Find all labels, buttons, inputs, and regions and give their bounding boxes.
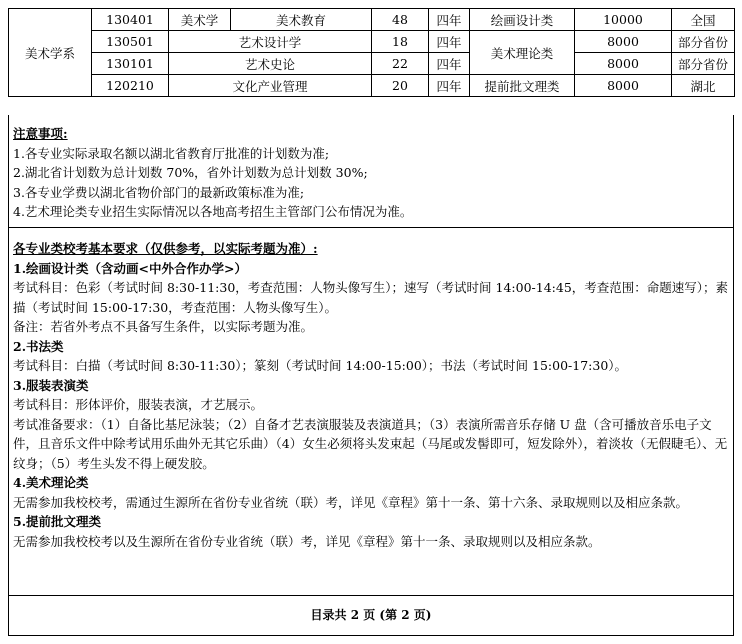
code-cell: 130101 [92, 53, 169, 75]
years-cell: 四年 [429, 75, 470, 97]
note-item: 3.各专业学费以湖北省物价部门的最新政策标准为准; [13, 184, 305, 200]
major-cell: 美术教育 [231, 9, 372, 31]
count-cell: 22 [372, 53, 429, 75]
dept-cell: 美术学系 [9, 9, 92, 97]
section-title-fashion: 3.服装表演类 [13, 377, 89, 393]
painting-subjects: 考试科目：色彩（考试时间 8:30-11:30，考查范围：人物头像写生）；速写（考试时间 14:00-14:45，考查范围：命题速写）；素描（考试时间 15:00-17:30，考查范围：人物头像写生）。 [13, 280, 729, 315]
years-cell: 四年 [429, 9, 470, 31]
region-cell: 全国 [672, 9, 735, 31]
major-cell: 艺术史论 [169, 53, 372, 75]
category-cell: 美术学 [169, 9, 231, 31]
region-cell: 部分省份 [672, 53, 735, 75]
table-row [9, 31, 735, 53]
section-title-theory: 4.美术理论类 [13, 475, 89, 490]
type-cell: 绘画设计类 [470, 9, 575, 31]
section-title-early-batch: 5.提前批文理类 [13, 514, 102, 529]
region-cell: 湖北 [672, 75, 735, 97]
section-title-calligraphy: 2.书法类 [13, 338, 64, 354]
fee-cell: 10000 [575, 9, 672, 31]
region-cell: 部分省份 [672, 31, 735, 53]
note-item: 1.各专业实际录取名额以湖北省教育厅批准的计划数为准; [13, 145, 330, 161]
major-cell: 文化产业管理 [169, 75, 372, 97]
notes-title: 注意事项: [13, 126, 68, 141]
code-cell: 130401 [92, 9, 169, 31]
section-title-painting: 1.绘画设计类（含动画<中外合作办学>） [13, 260, 247, 276]
early-batch-description: 无需参加我校校考以及生源所在省份专业省统（联）考，详见《章程》第十一条、录取规则以及相应条款。 [13, 533, 601, 549]
program-table [8, 8, 735, 97]
fee-cell: 8000 [575, 53, 672, 75]
major-cell: 艺术设计学 [169, 31, 372, 53]
fee-cell: 8000 [575, 75, 672, 97]
years-cell: 四年 [429, 53, 470, 75]
code-cell: 130501 [92, 31, 169, 53]
page-footer: 目录共 2 页 (第 2 页) [8, 596, 734, 636]
calligraphy-subjects: 考试科目：白描（考试时间 8:30-11:30）；篆刻（考试时间 14:00-15:00）；书法（考试时间 15:00-17:30）。 [13, 358, 628, 373]
requirements-section [8, 228, 734, 596]
note-item: 2.湖北省计划数为总计划数 70%，省外计划数为总计划数 30%; [13, 165, 368, 180]
years-cell: 四年 [429, 31, 470, 53]
count-cell: 18 [372, 31, 429, 53]
type-cell: 美术理论类 [470, 31, 575, 75]
requirements-title: 各专业类校考基本要求（仅供参考，以实际考题为准）: [13, 241, 318, 256]
fashion-preparation: 考试准备要求：（1）自备比基尼泳装；（2）自备才艺表演服装及表演道具；（3）表演所需音乐存储 U 盘（含可播放音乐电子文件，且音乐文件中除考试用乐曲外无其它乐曲）（4）女生必须将头发束起（马尾或发髻即可，短发除外），着淡妆（无假睫毛）、无纹身；（5）考生头发不得上硬发胶。 [13, 416, 728, 471]
table-row [9, 9, 735, 31]
count-cell: 20 [372, 75, 429, 97]
painting-remark: 备注：若省外考点不具备写生条件，以实际考题为准。 [13, 319, 314, 334]
fashion-subjects: 考试科目：形体评价，服装表演，才艺展示。 [13, 397, 264, 412]
table-row [9, 53, 735, 75]
notes-section [8, 115, 734, 228]
table-row [9, 75, 735, 97]
note-item: 4.艺术理论类专业招生实际情况以各地高考招生主管部门公布情况为准。 [13, 204, 413, 219]
type-cell: 提前批文理类 [470, 75, 575, 97]
theory-description: 无需参加我校校考，需通过生源所在省份专业省统（联）考，详见《章程》第十一条、第十六条、录取规则以及相应条款。 [13, 494, 689, 510]
fee-cell: 8000 [575, 31, 672, 53]
count-cell: 48 [372, 9, 429, 31]
code-cell: 120210 [92, 75, 169, 97]
